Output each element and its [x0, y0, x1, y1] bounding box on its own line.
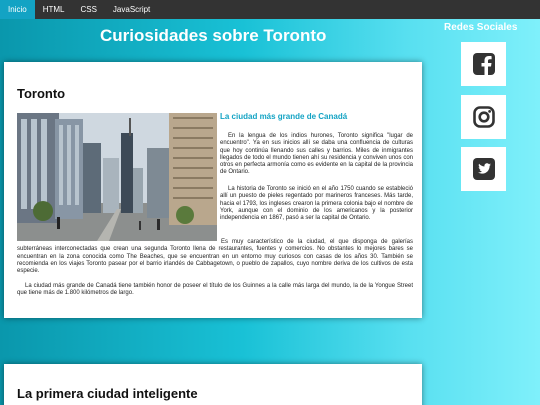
article-title: Toronto — [17, 86, 66, 101]
facebook-icon — [473, 53, 495, 75]
article-card-toronto — [4, 62, 422, 318]
nav-link-css[interactable]: CSS — [80, 5, 97, 14]
paragraph-3 — [17, 239, 413, 275]
toronto-photo — [17, 113, 217, 241]
facebook-link[interactable] — [461, 42, 506, 86]
twitter-link[interactable] — [461, 147, 506, 191]
instagram-icon — [473, 106, 495, 128]
nav-link-javascript[interactable]: JavaScript — [112, 5, 151, 14]
paragraph-1-text: En la lengua de los indios hurones, Toronto significa "lugar de encuentro". Ya en sus inicios allí se daba una confluencia de culturas que hoy continúa llenando sus calles y barrios. Miles de inmigrantes llegados de todo el mundo tienen ahí su residencia y conviven unos con otros en perfecta armonía como es evidente en la capital de la provincia de Ontario. — [220, 133, 413, 176]
paragraph-4-text: La ciudad más grande de Canadá tiene también honor de poseer el título de los Guinnes a la calle más larga del mundo, la de la Yongue Street que tiene más de 1.800 kilómetros de largo. — [17, 283, 413, 297]
article-subtitle: La ciudad más grande de Canadá — [220, 112, 348, 121]
paragraph-4 — [17, 283, 413, 298]
twitter-icon — [473, 158, 495, 180]
nav-link-inicio[interactable]: Inicio — [0, 0, 35, 19]
paragraph-3-text: Es muy característico de la ciudad, el que disponga de galerías subterráneas interconectadas que crean una segunda Toronto llena de restaurantes, fuentes y comercios. No obstantes lo mejores bares se encuentran en la zona conocida como The Beaches, que se encuentran en un entorno muy curiosos con casas de los años 30. También se recomienda en los viajes Toronto pasear por el barrio irlandés de Cabbagetown, o pueblo de zapallos, cuyo nombre deriva de los cultivos de esta especie. — [17, 239, 413, 275]
page-title: Curiosidades sobre Toronto — [100, 26, 327, 45]
paragraph-1 — [220, 133, 413, 177]
social-title: Redes Sociales — [444, 22, 518, 33]
nav-link-html[interactable]: HTML — [42, 5, 65, 14]
paragraph-2 — [220, 186, 413, 222]
paragraph-2-text: La historia de Toronto se inició en el año 1750 cuando se estableció allí un puesto de pieles regentado por marineros franceses. Más tarde, hacia el 1793, los ingleses crearon la primera colonia bajo el nombre de York, aunque con el dominio de los americanos y la posterior independencia en 1867, pasó a ser la capital de Ontario. — [220, 186, 413, 222]
instagram-link[interactable] — [461, 95, 506, 139]
article-card-smart-city — [4, 364, 422, 405]
article-title: La primera ciudad inteligente — [17, 386, 198, 401]
top-navbar — [0, 0, 540, 19]
